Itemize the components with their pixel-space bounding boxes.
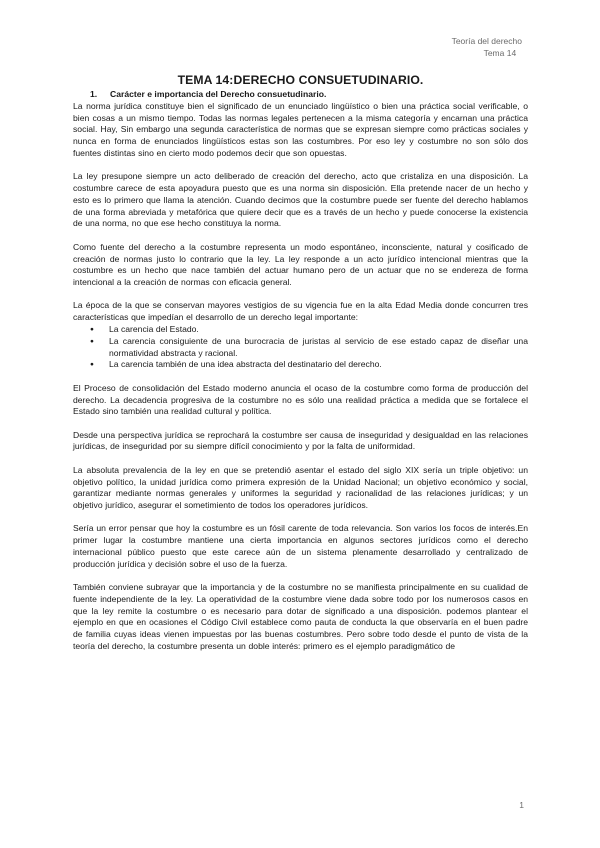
bullet-list [73,324,528,371]
paragraph: La época de la que se conservan mayores vestigios de su vigencia fue en la alta Edad Media donde concurren tres características que impedían el desarrollo de un derecho legal importante: [73,300,528,323]
paragraph: La norma jurídica constituye bien el significado de un enunciado lingüístico o bien una práctica social verificable, o bien cosas a un mismo tiempo. Todas las normas legales pertenecen a la misma categoría y encarnan una práctica social. Hay, Sin embargo una segunda característica de normas que se expresan siempre como prácticas sociales y nunca en forma de enunciados lingüísticos estas son las costumbres. Por eso ley y costumbre no son sólo dos fuentes distintas sino en cierto modo podemos decir que son opuestas. [73,100,528,158]
paragraph: Sería un error pensar que hoy la costumbre es un fósil carente de toda relevancia. Son varios los focos de interés.En primer lugar la costumbre mantiene una cierta importancia en algunos sectores jurídicos como el derecho internacional público puesto que este carece aún de un sistema plenamente desarrollado y centralizado de producción jurídica y decisión sobre el uso de la fuerza. [73,523,528,569]
paragraph: Como fuente del derecho a la costumbre representa un modo espontáneo, inconsciente, natural y cosificado de creación de normas justo lo contrario que la ley. La ley responde a un acto jurídico intencional mientras que la costumbre es un hecho que nace también del actuar humano pero de un actuar que no se endereza de forma intencional a la creación de normas con eficacia general. [73,241,528,288]
paragraph: La absoluta prevalencia de la ley en que se pretendió asentar el estado del siglo XIX sería un triple objetivo: un objetivo político, la unidad jurídica como primera expresión de la Unidad Nacional; un objetivo económico y social, garantizar mediante normas generales y uniformes la seguridad y racionalidad de las relaciones jurídicas; y un objetivo jurídico, asegurar el sometimiento de todos los operadores jurídicos. [73,464,528,511]
bullet-item: ● La carencia del Estado. [109,324,528,336]
main-content [73,72,528,664]
paragraph: Desde una perspectiva jurídica se reprochará la costumbre ser causa de inseguridad y desigualdad en las relaciones jurídicas, de inseguridad por su siempre difícil conocimiento y por la falta de uniformidad. [73,429,528,452]
header-subject: Teoría del derecho [451,36,522,46]
section-number: 1. [90,89,98,99]
bullet-item: ● La carencia consiguiente de una burocracia de juristas al servicio de ese estado capaz de diseñar una normatividad abstracta y racional. [109,336,528,360]
paragraph: También conviene subrayar que la importancia y de la costumbre no se manifiesta principalmente en su cualidad de fuente independiente de la ley. La operatividad de la costumbre viene dada sobre todo por los numerosos casos en que la ley remite la costumbre o es necesario para dotar de significado a una disposición. podemos plantear el ejemplo en que en ocasiones el Código Civil establece como pauta de conducta la que observaría en el buen padre de familia cuyas ideas vienen impuestas por las buenas costumbres. Pero sobre todo desde el punto de vista de la teoría del derecho, la costumbre presenta un doble interés: primero es el ejemplo paradigmático de [73,582,528,652]
running-header [452,35,522,59]
header-topic: Tema 14 [483,48,517,58]
page-title: TEMA 14:DERECHO CONSUETUDINARIO. [177,73,424,87]
page-number: 1 [519,800,524,810]
section-heading [73,89,528,101]
bullet-item: ● La carencia también de una idea abstracta del destinatario del derecho. [109,359,528,371]
paragraph: El Proceso de consolidación del Estado moderno anuncia el ocaso de la costumbre como forma de producción del derecho. La decadencia progresiva de la costumbre no es sólo una realidad práctica a medida que se fortalece el Estado sino también una realidad cultural y política. [73,382,528,417]
paragraph: La ley presupone siempre un acto deliberado de creación del derecho, acto que cristaliza en una disposición. La costumbre carece de esta apoyadura puesto que es una norma sin disposición. Ella pretende nacer de un hecho y esto es lo primero que llama la atención. Cuando decimos que la costumbre puede ser fuente del derecho hablamos de una forma abreviada y metafórica que quiere decir que es a través de un hecho y puede conocerse la existencia de una norma, no que ese hecho constituya la norma. [73,171,528,229]
section-heading-text: Carácter e importancia del Derecho consuetudinario. [110,89,327,99]
